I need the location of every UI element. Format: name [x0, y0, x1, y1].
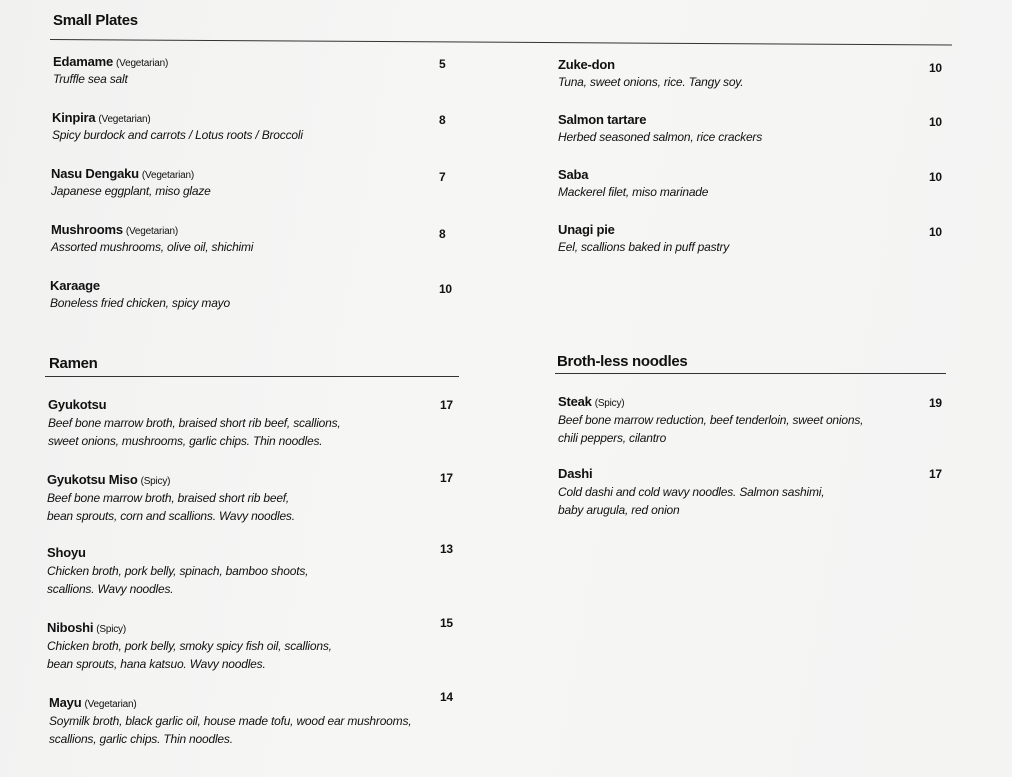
- item-name: Mushrooms: [51, 222, 123, 237]
- item-name: Niboshi: [47, 620, 94, 635]
- item-name: Edamame: [53, 54, 114, 69]
- item-description: Tuna, sweet onions, rice. Tangy soy.: [558, 75, 744, 89]
- item-tag: (Vegetarian): [98, 114, 151, 125]
- item-price: 14: [440, 690, 453, 704]
- small-plates-heading: Small Plates: [53, 12, 138, 29]
- item-price: 8: [439, 227, 446, 241]
- item-description: Chicken broth, pork belly, smoky spicy fish oil, scallions,: [47, 639, 332, 653]
- item-price: 17: [440, 471, 453, 485]
- brothless-divider: [555, 373, 946, 374]
- item-name: Kinpira: [52, 110, 96, 125]
- item-tag: (Spicy): [594, 398, 625, 409]
- item-description: scallions. Wavy noodles.: [47, 582, 174, 596]
- item-description: bean sprouts, hana katsuo. Wavy noodles.: [47, 657, 266, 671]
- menu-item-gyukotsu: [48, 397, 478, 450]
- small-plates-divider: [50, 39, 952, 46]
- item-price: 15: [440, 616, 453, 630]
- menu-item-edamame: [53, 54, 483, 88]
- ramen-heading: Ramen: [49, 355, 98, 372]
- item-name: Saba: [558, 167, 589, 182]
- item-description: Soymilk broth, black garlic oil, house made tofu, wood ear mushrooms,: [49, 714, 412, 728]
- item-name: Mayu: [49, 695, 82, 710]
- item-description: Herbed seasoned salmon, rice crackers: [558, 130, 763, 144]
- menu-item-mayu: [49, 695, 479, 748]
- menu-item-zuke-don: [558, 57, 988, 91]
- item-description: Beef bone marrow broth, braised short rib beef, scallions,: [48, 416, 341, 430]
- item-description: Chicken broth, pork belly, spinach, bamboo shoots,: [47, 564, 309, 578]
- item-name: Salmon tartare: [558, 112, 647, 127]
- menu-item-kinpira: [52, 110, 482, 144]
- menu-item-salmon-tartare: [558, 112, 988, 146]
- item-name: Zuke-don: [558, 57, 615, 72]
- item-price: 10: [439, 282, 452, 296]
- item-price: 19: [929, 396, 942, 410]
- item-tag: (Vegetarian): [84, 699, 137, 710]
- item-description: Japanese eggplant, miso glaze: [51, 184, 211, 198]
- item-tag: (Vegetarian): [125, 226, 178, 237]
- item-name: Shoyu: [47, 545, 86, 560]
- item-price: 5: [439, 57, 446, 71]
- item-price: 7: [439, 170, 446, 184]
- item-name: Steak: [558, 394, 592, 409]
- item-description: Mackerel filet, miso marinade: [558, 185, 709, 199]
- item-name: Dashi: [558, 466, 593, 481]
- item-description: Eel, scallions baked in puff pastry: [558, 240, 730, 254]
- menu-item-steak: [558, 394, 988, 447]
- item-name: Gyukotsu Miso: [47, 472, 138, 487]
- item-name: Gyukotsu: [48, 397, 107, 412]
- item-name: Nasu Dengaku: [51, 166, 139, 181]
- menu-item-nasu-dengaku: [51, 166, 481, 200]
- item-tag: (Spicy): [140, 476, 171, 487]
- item-description: Assorted mushrooms, olive oil, shichimi: [51, 240, 254, 254]
- item-description: Boneless fried chicken, spicy mayo: [50, 296, 230, 310]
- item-price: 10: [929, 225, 942, 239]
- item-description: Spicy burdock and carrots / Lotus roots / Broccoli: [52, 128, 303, 142]
- item-name: Unagi pie: [558, 222, 615, 237]
- menu-item-dashi: [558, 466, 988, 519]
- item-description: chili peppers, cilantro: [558, 431, 667, 445]
- brothless-heading: Broth-less noodles: [557, 353, 688, 370]
- item-tag: (Spicy): [96, 624, 126, 635]
- menu-item-unagi-pie: [558, 222, 988, 256]
- item-description: baby arugula, red onion: [558, 503, 680, 517]
- item-price: 17: [929, 467, 942, 481]
- menu-item-niboshi: [47, 620, 477, 673]
- item-price: 10: [929, 61, 942, 75]
- item-price: 13: [440, 542, 453, 556]
- item-description: Truffle sea salt: [53, 72, 128, 86]
- item-description: sweet onions, mushrooms, garlic chips. Thin noodles.: [48, 434, 323, 448]
- ramen-divider: [45, 376, 459, 377]
- item-price: 8: [439, 113, 446, 127]
- menu-item-gyukotsu-miso: [47, 472, 477, 525]
- menu-item-saba: [558, 167, 988, 201]
- item-description: Beef bone marrow broth, braised short rib beef,: [47, 491, 290, 505]
- item-description: Beef bone marrow reduction, beef tenderloin, sweet onions,: [558, 413, 864, 427]
- menu-item-mushrooms: [51, 222, 481, 256]
- item-tag: (Vegetarian): [116, 58, 169, 69]
- menu-item-shoyu: [47, 545, 477, 598]
- item-price: 10: [929, 170, 942, 184]
- item-price: 10: [929, 115, 942, 129]
- item-description: scallions, garlic chips. Thin noodles.: [49, 732, 233, 746]
- menu-item-karaage: [50, 278, 480, 312]
- item-description: Cold dashi and cold wavy noodles. Salmon sashimi,: [558, 485, 825, 499]
- item-price: 17: [440, 398, 453, 412]
- item-name: Karaage: [50, 278, 100, 293]
- item-tag: (Vegetarian): [141, 170, 194, 181]
- item-description: bean sprouts, corn and scallions. Wavy noodles.: [47, 509, 295, 523]
